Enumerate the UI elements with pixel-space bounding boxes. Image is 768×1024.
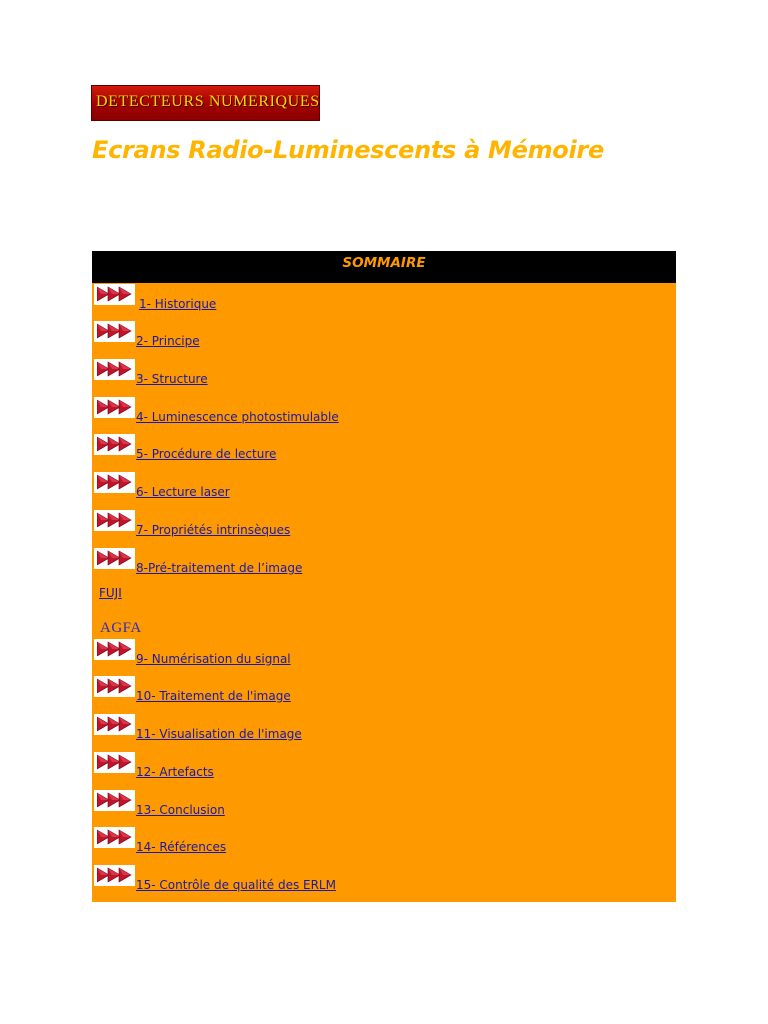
toc-link-pretraitement[interactable]: 8-Pré-traitement de l’image <box>136 561 303 575</box>
triple-arrow-icon[interactable] <box>94 714 135 735</box>
toc-link-luminescence[interactable]: 4- Luminescence photostimulable <box>136 410 339 424</box>
toc-item-1 <box>92 284 676 314</box>
triple-arrow-icon[interactable] <box>94 548 135 569</box>
toc-item-3 <box>92 359 676 389</box>
toc-item-6 <box>92 472 676 502</box>
toc-item-9 <box>92 639 676 669</box>
toc-item-14 <box>92 827 676 857</box>
toc-item-11 <box>92 714 676 744</box>
toc-link-visualisation[interactable]: 11- Visualisation de l'image <box>136 727 302 741</box>
toc-item-5 <box>92 434 676 464</box>
triple-arrow-icon[interactable] <box>94 434 135 455</box>
banner-text: DETECTEURS NUMERIQUES <box>96 93 320 110</box>
triple-arrow-icon[interactable] <box>94 865 135 886</box>
toc-header-label: SOMMAIRE <box>342 255 426 271</box>
page-title: Ecrans Radio-Luminescents à Mémoire <box>92 136 604 164</box>
toc-item-15 <box>92 865 676 895</box>
triple-arrow-icon[interactable] <box>94 510 135 531</box>
toc-link-procedure[interactable]: 5- Procédure de lecture <box>136 447 277 461</box>
toc-link-principe[interactable]: 2- Principe <box>136 334 200 348</box>
triple-arrow-icon[interactable] <box>94 321 135 342</box>
triple-arrow-icon[interactable] <box>94 284 135 305</box>
toc-item-4 <box>92 397 676 427</box>
toc-link-artefacts[interactable]: 12- Artefacts <box>136 765 214 779</box>
triple-arrow-icon[interactable] <box>94 790 135 811</box>
toc-link-conclusion[interactable]: 13- Conclusion <box>136 803 225 817</box>
toc-item-2 <box>92 321 676 351</box>
fuji-link[interactable]: FUJI <box>99 586 122 600</box>
toc-link-references[interactable]: 14- Références <box>136 840 227 854</box>
toc-item-7 <box>92 510 676 540</box>
toc-item-8 <box>92 548 676 578</box>
triple-arrow-icon[interactable] <box>94 827 135 848</box>
triple-arrow-icon[interactable] <box>94 359 135 380</box>
toc-item-10 <box>92 676 676 706</box>
triple-arrow-icon[interactable] <box>94 639 135 660</box>
section-banner <box>91 85 320 121</box>
toc-link-numerisation[interactable]: 9- Numérisation du signal <box>136 652 291 666</box>
toc-link-structure[interactable]: 3- Structure <box>136 372 208 386</box>
toc-item-13 <box>92 790 676 820</box>
toc-link-lecture-laser[interactable]: 6- Lecture laser <box>136 485 230 499</box>
toc-link-proprietes[interactable]: 7- Propriétés intrinsèques <box>136 523 291 537</box>
table-of-contents <box>92 251 676 902</box>
toc-link-traitement[interactable]: 10- Traitement de l'image <box>136 689 291 703</box>
triple-arrow-icon[interactable] <box>94 472 135 493</box>
triple-arrow-icon[interactable] <box>94 397 135 418</box>
agfa-link[interactable]: AGFA <box>100 620 142 636</box>
toc-header <box>92 251 676 283</box>
triple-arrow-icon[interactable] <box>94 752 135 773</box>
toc-item-12 <box>92 752 676 782</box>
toc-link-controle-qualite[interactable]: 15- Contrôle de qualité des ERLM <box>136 878 336 892</box>
toc-link-historique[interactable]: 1- Historique <box>139 297 217 311</box>
triple-arrow-icon[interactable] <box>94 676 135 697</box>
